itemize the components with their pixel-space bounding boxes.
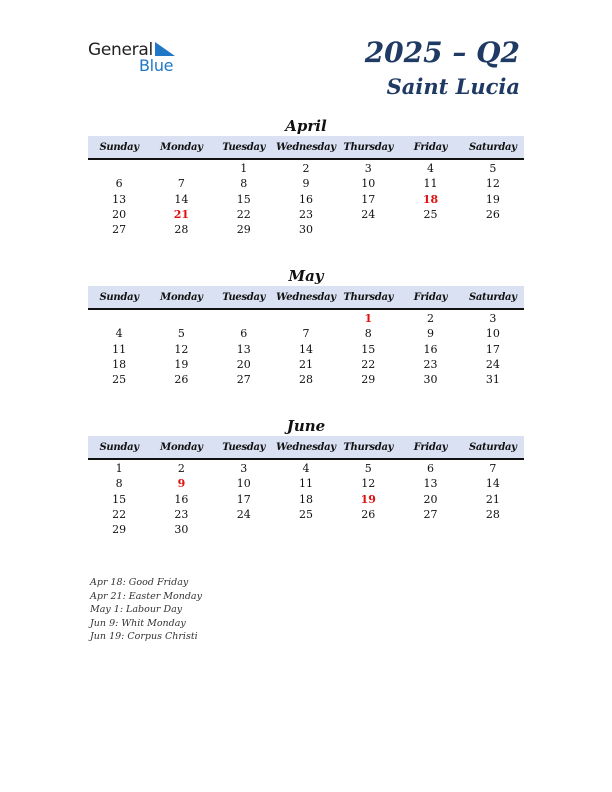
week-row: [88, 222, 524, 237]
day-cell: 25: [112, 373, 127, 387]
day-cell: 6: [115, 177, 123, 191]
weekday-label: Wednesday: [276, 141, 336, 153]
day-cell: 18: [422, 192, 439, 206]
day-cell: 4: [427, 162, 435, 175]
day-cell: 15: [236, 192, 251, 206]
logo: [88, 40, 188, 76]
weekday-label: Tuesday: [222, 291, 266, 303]
day-cell: 11: [298, 477, 313, 491]
weekday-label: Saturday: [468, 291, 517, 303]
day-cell: 21: [485, 492, 500, 506]
day-cell: 29: [361, 373, 376, 387]
day-cell: 20: [112, 207, 127, 221]
day-cell: 2: [177, 462, 185, 475]
day-cell: 24: [361, 207, 376, 221]
day-cell: 9: [177, 477, 186, 491]
day-cell: 2: [427, 312, 435, 325]
day-cell: 26: [485, 207, 500, 221]
weekday-label: Saturday: [468, 141, 517, 153]
day-cell: 10: [236, 477, 251, 491]
day-cell: 3: [489, 312, 497, 325]
weekday-label: Friday: [413, 141, 448, 153]
day-cell: 3: [240, 462, 248, 475]
day-cell: 23: [174, 507, 189, 521]
day-cell: 17: [485, 342, 500, 356]
week-row: [88, 326, 524, 341]
day-cell: 13: [423, 477, 438, 491]
weekday-label: Monday: [160, 291, 203, 303]
weekday-label: Thursday: [343, 441, 394, 453]
weekday-label: Sunday: [99, 441, 139, 453]
week-row: [88, 461, 524, 476]
day-cell: 19: [485, 192, 500, 206]
day-cell: 29: [236, 223, 251, 237]
empty-day-cell: [462, 222, 524, 237]
empty-day-cell: [213, 311, 275, 326]
day-cell: 27: [236, 373, 251, 387]
month-grid: [88, 311, 524, 387]
weekday-label: Monday: [160, 141, 203, 153]
day-cell: 1: [364, 312, 373, 325]
day-cell: 4: [115, 327, 123, 341]
weekday-label: Friday: [413, 291, 448, 303]
day-cell: 30: [174, 523, 189, 537]
day-cell: 13: [112, 192, 127, 206]
day-cell: 24: [236, 507, 251, 521]
holiday-note: Apr 18: Good Friday: [90, 577, 189, 588]
day-cell: 21: [173, 207, 190, 221]
day-cell: 15: [361, 342, 376, 356]
day-cell: 28: [298, 373, 313, 387]
day-cell: 1: [115, 462, 123, 475]
day-cell: 27: [423, 507, 438, 521]
weekday-label: Monday: [160, 441, 203, 453]
day-cell: 11: [423, 177, 438, 191]
month-title: May: [288, 267, 324, 285]
month-grid: [88, 161, 524, 237]
weekday-label: Thursday: [343, 141, 394, 153]
day-cell: 8: [364, 327, 372, 341]
day-cell: 15: [112, 492, 127, 506]
day-cell: 5: [364, 462, 372, 475]
holiday-note: May 1: Labour Day: [90, 604, 183, 616]
day-cell: 16: [174, 492, 189, 506]
holiday-notes: [90, 576, 202, 644]
day-cell: 10: [361, 177, 376, 191]
page-subtitle: Saint Lucia: [386, 74, 520, 99]
week-row: [88, 161, 524, 176]
weekday-label: Wednesday: [276, 441, 336, 453]
day-cell: 14: [298, 342, 313, 356]
week-row: [88, 507, 524, 522]
holiday-note: Jun 9: Whit Monday: [90, 617, 186, 629]
empty-day-cell: [275, 311, 337, 326]
empty-day-cell: [150, 161, 212, 176]
logo-general-text: General: [88, 40, 153, 60]
day-cell: 16: [423, 342, 438, 356]
day-cell: 29: [112, 523, 127, 537]
weekday-label: Tuesday: [222, 441, 266, 453]
month-june: [88, 416, 524, 537]
day-cell: 7: [177, 177, 185, 191]
day-cell: 9: [427, 327, 435, 341]
day-cell: 6: [427, 462, 435, 475]
day-cell: 12: [174, 342, 189, 356]
day-cell: 16: [298, 192, 313, 206]
day-cell: 20: [236, 357, 251, 371]
weekday-header: [88, 286, 524, 310]
day-cell: 25: [298, 507, 313, 521]
day-cell: 12: [361, 477, 376, 491]
day-cell: 8: [115, 477, 123, 491]
day-cell: 18: [112, 357, 127, 371]
day-cell: 10: [485, 327, 500, 341]
weekday-label: Friday: [413, 441, 448, 453]
day-cell: 1: [240, 162, 248, 175]
weekday-header: [88, 436, 524, 460]
empty-day-cell: [275, 522, 337, 537]
week-row: [88, 492, 524, 507]
day-cell: 14: [485, 477, 500, 491]
month-title: April: [285, 117, 327, 135]
empty-day-cell: [462, 522, 524, 537]
day-cell: 22: [112, 507, 127, 521]
day-cell: 20: [423, 492, 438, 506]
weekday-label: Thursday: [343, 291, 394, 303]
day-cell: 30: [423, 373, 438, 387]
empty-day-cell: [337, 522, 399, 537]
week-row: [88, 372, 524, 387]
week-row: [88, 522, 524, 537]
day-cell: 8: [240, 177, 248, 191]
day-cell: 2: [302, 162, 310, 175]
empty-day-cell: [213, 522, 275, 537]
holiday-note: Jun 19: Corpus Christi: [90, 631, 198, 643]
day-cell: 30: [298, 223, 313, 237]
day-cell: 22: [236, 207, 251, 221]
day-cell: 3: [364, 162, 372, 175]
day-cell: 24: [485, 357, 500, 371]
weekday-label: Sunday: [99, 291, 139, 303]
week-row: [88, 207, 524, 222]
day-cell: 7: [489, 462, 497, 475]
empty-day-cell: [399, 522, 461, 537]
day-cell: 4: [302, 462, 310, 475]
day-cell: 28: [485, 507, 500, 521]
week-row: [88, 342, 524, 357]
weekday-header: [88, 136, 524, 160]
month-april: [88, 116, 524, 237]
week-row: [88, 176, 524, 191]
day-cell: 6: [240, 327, 248, 341]
day-cell: 26: [174, 373, 189, 387]
day-cell: 17: [236, 492, 251, 506]
page-title: 2025 – Q2: [364, 36, 520, 69]
month-title: June: [286, 417, 326, 435]
weekday-label: Tuesday: [222, 141, 266, 153]
holiday-note: Apr 21: Easter Monday: [90, 590, 202, 602]
month-grid: [88, 461, 524, 537]
day-cell: 14: [174, 192, 189, 206]
day-cell: 23: [423, 357, 438, 371]
day-cell: 21: [298, 357, 313, 371]
day-cell: 11: [112, 342, 127, 356]
empty-day-cell: [88, 161, 150, 176]
week-row: [88, 357, 524, 372]
day-cell: 22: [361, 357, 376, 371]
empty-day-cell: [337, 222, 399, 237]
month-may: [88, 266, 524, 387]
day-cell: 5: [177, 327, 185, 341]
weekday-label: Saturday: [468, 441, 517, 453]
day-cell: 7: [302, 327, 310, 341]
day-cell: 17: [361, 192, 376, 206]
day-cell: 5: [489, 162, 497, 175]
day-cell: 19: [360, 492, 376, 506]
day-cell: 12: [485, 177, 500, 191]
empty-day-cell: [88, 311, 150, 326]
day-cell: 26: [361, 507, 376, 521]
day-cell: 19: [174, 357, 189, 371]
day-cell: 23: [298, 207, 313, 221]
day-cell: 13: [236, 342, 251, 356]
day-cell: 18: [298, 492, 313, 506]
day-cell: 25: [423, 207, 438, 221]
week-row: [88, 311, 524, 326]
empty-day-cell: [399, 222, 461, 237]
day-cell: 9: [302, 177, 310, 191]
empty-day-cell: [150, 311, 212, 326]
week-row: [88, 192, 524, 207]
day-cell: 28: [174, 223, 189, 237]
week-row: [88, 476, 524, 491]
weekday-label: Wednesday: [276, 291, 336, 303]
day-cell: 27: [112, 223, 127, 237]
weekday-label: Sunday: [99, 141, 139, 153]
logo-blue-text: Blue: [139, 56, 174, 75]
day-cell: 31: [485, 373, 500, 387]
